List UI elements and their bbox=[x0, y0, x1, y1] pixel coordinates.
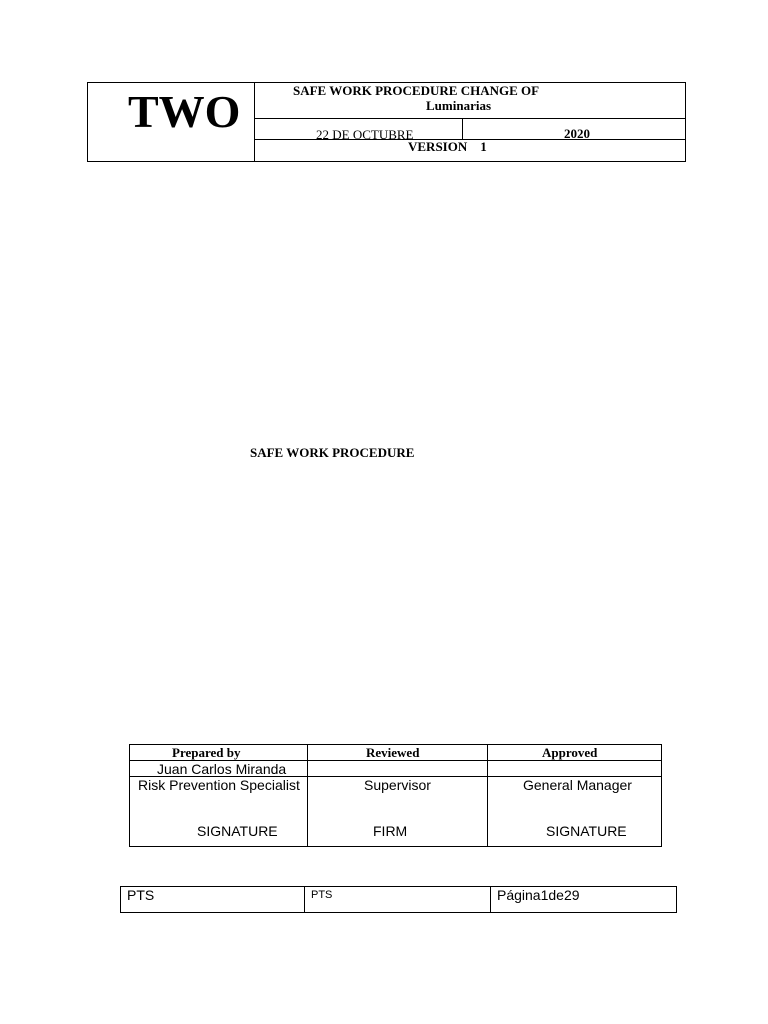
version-label: VERSION bbox=[408, 139, 468, 154]
logo-cell bbox=[88, 83, 255, 161]
reviewer-signature: FIRM bbox=[373, 823, 408, 839]
approvals-table bbox=[129, 744, 662, 847]
document-header-table bbox=[87, 82, 686, 162]
column-divider bbox=[304, 887, 305, 912]
column-header-prepared: Prepared by bbox=[172, 745, 241, 760]
document-version bbox=[408, 139, 487, 155]
preparer-name: Juan Carlos Miranda bbox=[157, 761, 287, 777]
column-header-reviewed: Reviewed bbox=[366, 745, 420, 760]
approver-role: General Manager bbox=[523, 777, 632, 793]
document-subtitle: Luminarias bbox=[426, 98, 492, 113]
document-date: 22 DE OCTUBRE bbox=[316, 127, 414, 142]
version-number: 1 bbox=[480, 139, 487, 154]
footer-table bbox=[120, 886, 677, 913]
header-column-divider bbox=[462, 118, 463, 139]
preparer-signature: SIGNATURE bbox=[197, 823, 278, 839]
column-header-approved: Approved bbox=[542, 745, 598, 760]
reviewer-role: Supervisor bbox=[364, 777, 431, 793]
document-year: 2020 bbox=[564, 126, 590, 141]
approver-signature: SIGNATURE bbox=[546, 823, 627, 839]
page-number: Página1de29 bbox=[497, 887, 580, 903]
footer-code-left: PTS bbox=[127, 887, 155, 903]
header-divider bbox=[255, 118, 685, 119]
document-title: SAFE WORK PROCEDURE CHANGE OF bbox=[293, 83, 540, 98]
company-logo-text: TWO bbox=[128, 86, 241, 137]
page-title: SAFE WORK PROCEDURE bbox=[250, 445, 415, 460]
preparer-role: Risk Prevention Specialist bbox=[138, 777, 300, 793]
footer-code-middle: PTS bbox=[311, 889, 333, 901]
column-divider bbox=[490, 887, 491, 912]
